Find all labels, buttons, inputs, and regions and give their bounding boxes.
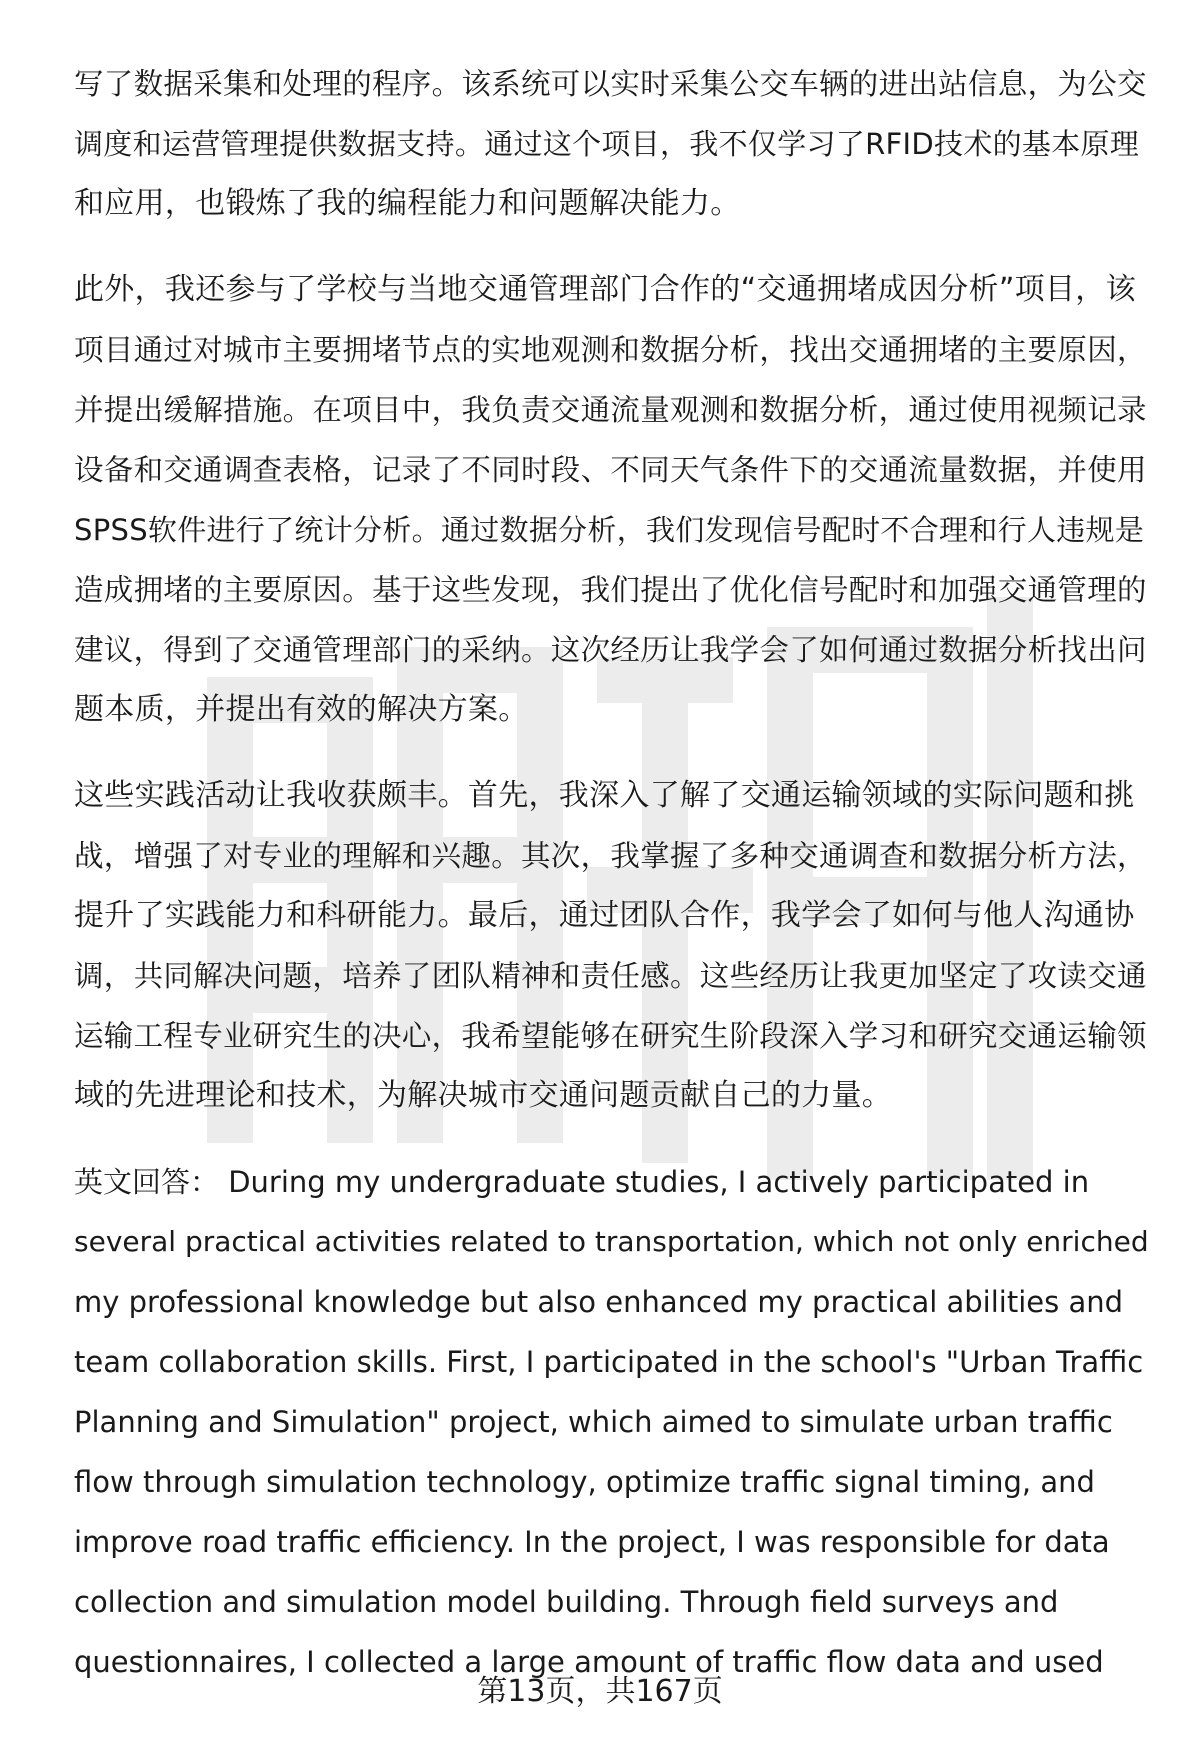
- text-line: questionnaires, I collected a large amount of traffic flow data and used: [74, 1645, 1104, 1679]
- text-line: 调，共同解决问题，培养了团队精神和责任感。这些经历让我更加坚定了攻读交通: [74, 959, 1147, 993]
- text-line: 英文回答： During my undergraduate studies, I actively participated in: [74, 1165, 1090, 1199]
- text-line: 并提出缓解措施。在项目中，我负责交通流量观测和数据分析，通过使用视频记录: [74, 393, 1147, 427]
- page-number-footer: 第13页，共167页: [477, 1674, 723, 1709]
- paragraph-english-answer: [74, 1152, 1154, 1692]
- text-line: Planning and Simulation" project, which aimed to simulate urban traffic: [74, 1405, 1113, 1439]
- text-line: my professional knowledge but also enhanced my practical abilities and: [74, 1285, 1124, 1319]
- text-line: 建议，得到了交通管理部门的采纳。这次经历让我学会了如何通过数据分析找出问: [74, 633, 1147, 667]
- text-line: 写了数据采集和处理的程序。该系统可以实时采集公交车辆的进出站信息，为公交: [74, 67, 1147, 101]
- text-line: 提升了实践能力和科研能力。最后，通过团队合作，我学会了如何与他人沟通协: [74, 898, 1135, 933]
- text-line: 造成拥堵的主要原因。基于这些发现，我们提出了优化信号配时和加强交通管理的: [74, 573, 1147, 607]
- paragraph-3: [74, 766, 1154, 1126]
- paragraph-2: [74, 260, 1154, 740]
- text-line: 域的先进理论和技术，为解决城市交通问题贡献自己的力量。: [74, 1078, 893, 1113]
- text-line: 题本质，并提出有效的解决方案。: [74, 692, 529, 727]
- text-line: 此外，我还参与了学校与当地交通管理部门合作的“交通拥堵成因分析”项目，该: [74, 272, 1136, 307]
- text-line: 项目通过对城市主要拥堵节点的实地观测和数据分析，找出交通拥堵的主要原因，: [74, 333, 1147, 367]
- document-body: [74, 54, 1154, 1718]
- text-line: flow through simulation technology, optimize traffic signal timing, and: [74, 1465, 1095, 1499]
- text-line: 运输工程专业研究生的决心，我希望能够在研究生阶段深入学习和研究交通运输领: [74, 1019, 1147, 1053]
- text-line: 设备和交通调查表格，记录了不同时段、不同天气条件下的交通流量数据，并使用: [74, 453, 1147, 487]
- text-line: 这些实践活动让我收获颇丰。首先，我深入了解了交通运输领域的实际问题和挑: [74, 778, 1135, 813]
- text-line: improve road traffic efficiency. In the project, I was responsible for data: [74, 1525, 1110, 1559]
- text-line: collection and simulation model building. Through field surveys and: [74, 1585, 1059, 1619]
- text-line: 调度和运营管理提供数据支持。通过这个项目，我不仅学习了RFID技术的基本原理: [74, 127, 1140, 161]
- text-line: 和应用，也锻炼了我的编程能力和问题解决能力。: [74, 186, 741, 221]
- text-line: team collaboration skills. First, I participated in the school's "Urban Traffic: [74, 1345, 1144, 1379]
- text-line: 战，增强了对专业的理解和兴趣。其次，我掌握了多种交通调查和数据分析方法，: [74, 839, 1147, 873]
- text-line: several practical activities related to transportation, which not only enriched: [74, 1225, 1149, 1258]
- text-line: SPSS软件进行了统计分析。通过数据分析，我们发现信号配时不合理和行人违规是: [74, 513, 1145, 547]
- paragraph-1: [74, 54, 1154, 234]
